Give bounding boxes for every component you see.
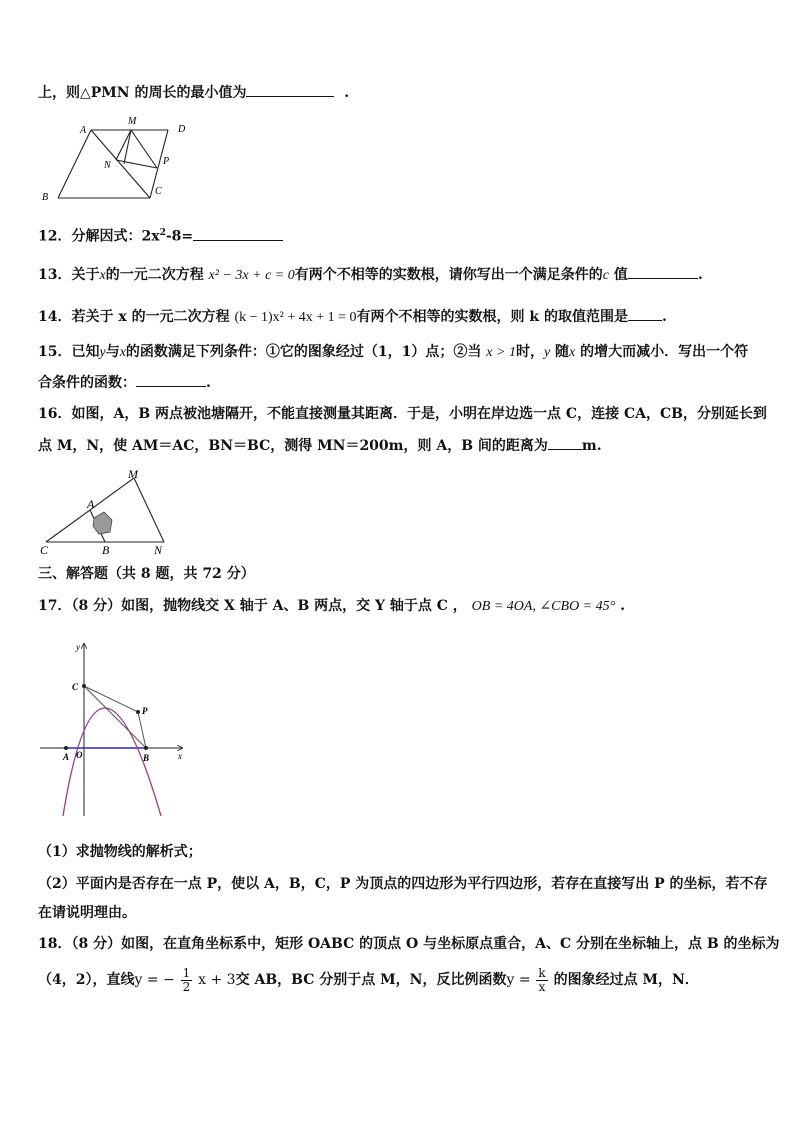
q15-answer-blank	[136, 372, 206, 387]
pond-shape	[93, 512, 112, 534]
frac-half-num: 1	[182, 965, 191, 980]
q11-label-p: P	[163, 156, 170, 167]
q18-line-1	[38, 934, 780, 954]
q17-part2-line-2	[38, 903, 764, 923]
q17-part2-line-1	[38, 874, 768, 894]
point-a	[64, 746, 68, 750]
q12-exponent: 2	[159, 228, 166, 238]
q15-line-1	[38, 342, 764, 363]
q16-figure	[36, 466, 176, 558]
q18-fraction-kx	[536, 967, 547, 994]
q17-label-b: B	[143, 753, 150, 763]
q12-answer-blank	[193, 226, 283, 241]
q12-line	[38, 223, 764, 247]
q15-line2: 合条件的函数：	[38, 375, 136, 391]
q16-answer-blank	[548, 435, 582, 450]
segment-cp	[84, 686, 138, 712]
point-b	[144, 746, 148, 750]
q17-label-y: y	[76, 642, 80, 652]
q11-label-d: D	[178, 124, 186, 135]
q16-label-n: N	[154, 543, 163, 557]
q16-line2: 点 M，N，使 AM＝AC，BN＝BC，测得 MN＝200m，则 A，B 间的距离为	[38, 438, 548, 454]
q15-var-x: x	[119, 345, 126, 360]
segment-pb	[138, 712, 146, 748]
q15-e: 随	[555, 344, 570, 360]
q17-text: 17．（8 分）如图，抛物线交 X 轴于 A、B 两点，交 Y 轴于点 C ，	[38, 598, 467, 614]
q13-equation: x² − 3x + c = 0	[208, 268, 295, 283]
q15-var-y: y	[99, 345, 106, 360]
q16-label-c: C	[40, 543, 49, 557]
q11-label-n: N	[104, 160, 111, 171]
q17-part2-line2: 在请说明理由。	[38, 905, 136, 921]
q13-var-x: x	[99, 268, 106, 283]
point-p	[136, 710, 140, 714]
q16-label-b: B	[102, 543, 110, 557]
q18-line2-b: 交 AB，BC 分别于点 M，N，反比例函数	[235, 972, 507, 988]
q17-condition: OB = 4OA, ∠CBO = 45°	[471, 599, 616, 614]
q17-line	[38, 596, 764, 617]
q18-fraction-half	[181, 967, 193, 994]
q18-line1: 18．（8 分）如图，在直角坐标系中，矩形 OABC 的顶点 O 与坐标原点重合，A、C 分别在坐标轴上，点 B 的坐标为	[38, 936, 780, 952]
q11-line	[38, 82, 764, 103]
q18-line2-c: 的图象经过点 M，N．	[553, 972, 699, 988]
q17-label-o: O	[76, 750, 83, 760]
q16-line-1	[38, 404, 767, 424]
q15-condition: x > 1	[486, 345, 516, 360]
q13-answer-blank	[628, 264, 698, 279]
section-title	[38, 564, 764, 584]
q11-label-a: A	[80, 125, 87, 136]
q11-answer-blank	[246, 82, 334, 97]
q12-prefix: 12．分解因式：2x	[38, 228, 160, 245]
q17-end: .	[620, 598, 625, 614]
q17-figure	[36, 636, 196, 818]
frac-x-den: x	[538, 979, 546, 994]
q13-var-c: c	[602, 268, 609, 283]
q14-line	[38, 306, 764, 328]
q18-line-eq-a: y = −	[134, 972, 175, 988]
section-title-text: 三、解答题（共 8 题，共 72 分）	[38, 566, 255, 582]
q13-line	[38, 264, 764, 286]
frac-half-den: 2	[182, 979, 191, 994]
q17-part1: （1）求抛物线的解析式；	[38, 844, 202, 860]
q15-var-y2: y	[543, 345, 551, 360]
q14-equation: (k − 1)x² + 4x + 1 = 0	[234, 310, 357, 325]
q17-part2-line1: （2）平面内是否存在一点 P，使以 A，B，C，P 为顶点的四边形为平行四边形，若存在直接写出 P 的坐标，若不存	[38, 876, 768, 892]
q15-d: 时，	[515, 344, 544, 360]
q11-label-b: B	[42, 192, 49, 203]
q14-end: .	[662, 309, 667, 325]
q16-label-m: M	[128, 467, 138, 481]
q18-inv-eq: y =	[506, 972, 531, 988]
q15-a: 15．已知	[38, 344, 100, 360]
q17-label-x: x	[178, 751, 182, 761]
q14-suffix: 有两个不相等的实数根，则 k 的取值范围是	[356, 309, 629, 325]
q11-label-m: M	[128, 116, 137, 127]
q13-prefix: 13．关于	[38, 267, 100, 283]
q11-label-c: C	[155, 186, 162, 197]
q15-var-x2: x	[569, 345, 576, 360]
point-c	[82, 684, 86, 688]
q16-unit: m.	[581, 438, 602, 454]
q11-end: .	[344, 85, 350, 101]
q14-prefix: 14．若关于 x 的一元二次方程	[38, 309, 230, 325]
q13-middle: 有两个不相等的实数根，请你写出一个满足条件的	[294, 267, 603, 283]
q13-end: .	[697, 267, 703, 283]
q12-suffix: -8=	[165, 228, 194, 245]
q17-label-a: A	[63, 752, 70, 762]
q15-c: 的函数满足下列条件：①它的图象经过（1，1）点；②当	[125, 344, 482, 360]
q15-end: .	[206, 375, 211, 391]
q17-label-c: C	[72, 682, 79, 692]
q15-f: 的增大而减小．写出一个符	[580, 344, 749, 360]
q16-line1: 16．如图，A，B 两点被池塘隔开，不能直接测量其距离．于是，小明在岸边选一点 C，连接 CA，CB，分别延长到	[38, 406, 767, 422]
q18-line-2	[38, 963, 764, 997]
q11-text: 上，则△PMN 的周长的最小值为	[38, 85, 247, 101]
segment-cb	[84, 686, 146, 748]
q18-line2-a: （4，2），直线	[38, 972, 135, 988]
q13-mid: 的一元二次方程	[105, 267, 204, 283]
q16-label-a: A	[87, 497, 95, 511]
q18-line-eq-b: x + 3	[198, 972, 236, 988]
q14-answer-blank	[628, 306, 662, 321]
q16-line-2	[38, 435, 764, 456]
q15-b: 与	[105, 344, 120, 360]
q11-figure	[36, 112, 196, 204]
q17-label-p: P	[142, 706, 148, 716]
q13-after: 值	[613, 267, 628, 283]
q15-line-2	[38, 372, 764, 393]
q17-part1-line	[38, 842, 764, 862]
frac-k-num: k	[538, 965, 546, 980]
